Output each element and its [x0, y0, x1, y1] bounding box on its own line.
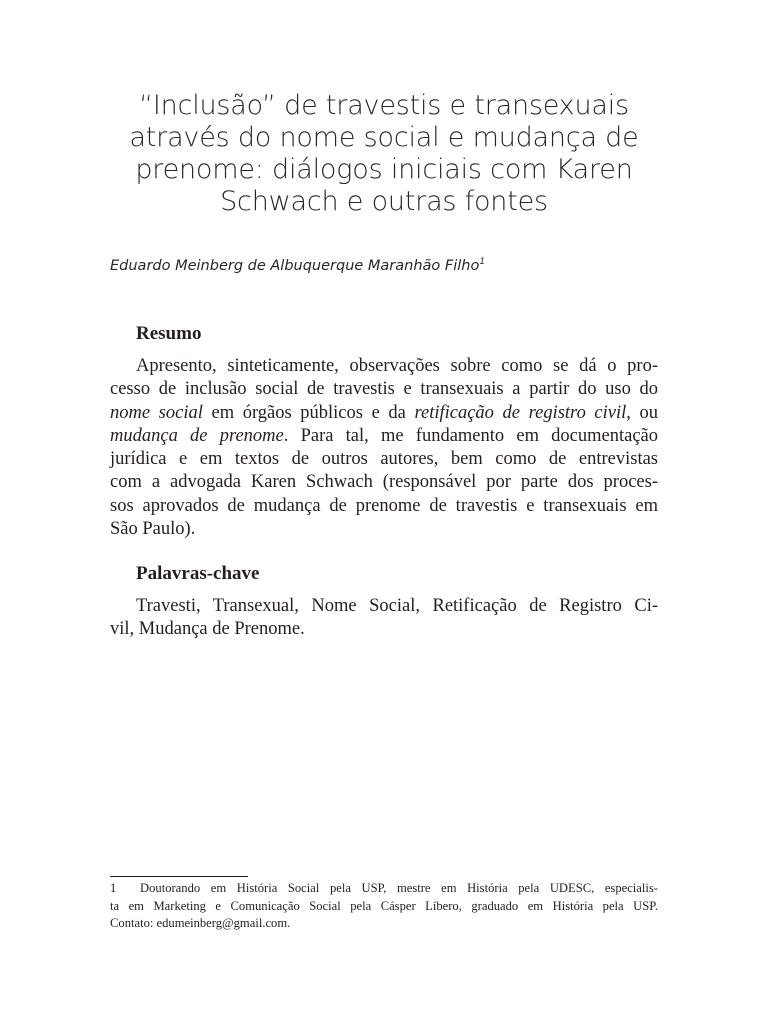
author-line — [110, 256, 485, 276]
footnote-line: 1 Doutorando em História Social pela USP, mestre em História pela UDESC, especialis- — [110, 880, 658, 898]
abstract-line: São Paulo). — [110, 519, 196, 540]
abstract-line: cesso de inclusão social de travestis e transexuais a partir do uso do — [110, 379, 658, 400]
keywords-heading: Palavras-chave — [136, 563, 260, 584]
author-name: Eduardo Meinberg de Albuquerque Maranhão Filho — [110, 258, 480, 274]
term-retificacao: retificação de registro civil — [414, 402, 627, 423]
abstract-line: com a advogada Karen Schwach (responsável por parte dos proces- — [110, 472, 658, 493]
abstract-line: nome social em órgãos públicos e da retificação de registro civil, ou — [110, 402, 658, 423]
footnote-separator — [110, 876, 248, 877]
keywords-line: vil, Mudança de Prenome. — [110, 619, 305, 640]
title-line: através do nome social e mudança de — [129, 122, 639, 153]
abstract-body — [110, 355, 658, 541]
abstract-line: jurídica e em textos de outros autores, bem como de entrevistas — [110, 449, 658, 470]
title-line: Schwach e outras fontes — [220, 186, 548, 217]
abstract-line: sos aprovados de mudança de prenome de travestis e transexuais em — [110, 495, 658, 516]
footnote-number: 1 — [110, 881, 117, 895]
term-nome-social: nome social — [110, 402, 203, 423]
footnote — [110, 880, 658, 933]
abstract-line: mudança de prenome. Para tal, me fundamento em documentação — [110, 425, 659, 446]
abstract-heading: Resumo — [136, 323, 202, 344]
title-line: “Inclusão” de travestis e transexuais — [139, 90, 629, 121]
term-mudanca-prenome: mudança de prenome — [110, 425, 284, 446]
keywords-line: Travesti, Transexual, Nome Social, Retificação de Registro Ci- — [136, 596, 658, 616]
article-title — [100, 90, 668, 218]
footnote-line: Contato: edumeinberg@gmail.com. — [110, 916, 291, 930]
abstract-line: Apresento, sinteticamente, observações sobre como se dá o pro- — [136, 356, 658, 376]
author-footnote-marker[interactable]: 1 — [479, 257, 486, 268]
footnote-line: ta em Marketing e Comunicação Social pela Cásper Líbero, graduado em História pela USP. — [110, 898, 658, 913]
title-line: prenome: diálogos iniciais com Karen — [135, 154, 633, 185]
keywords-body — [110, 595, 658, 642]
